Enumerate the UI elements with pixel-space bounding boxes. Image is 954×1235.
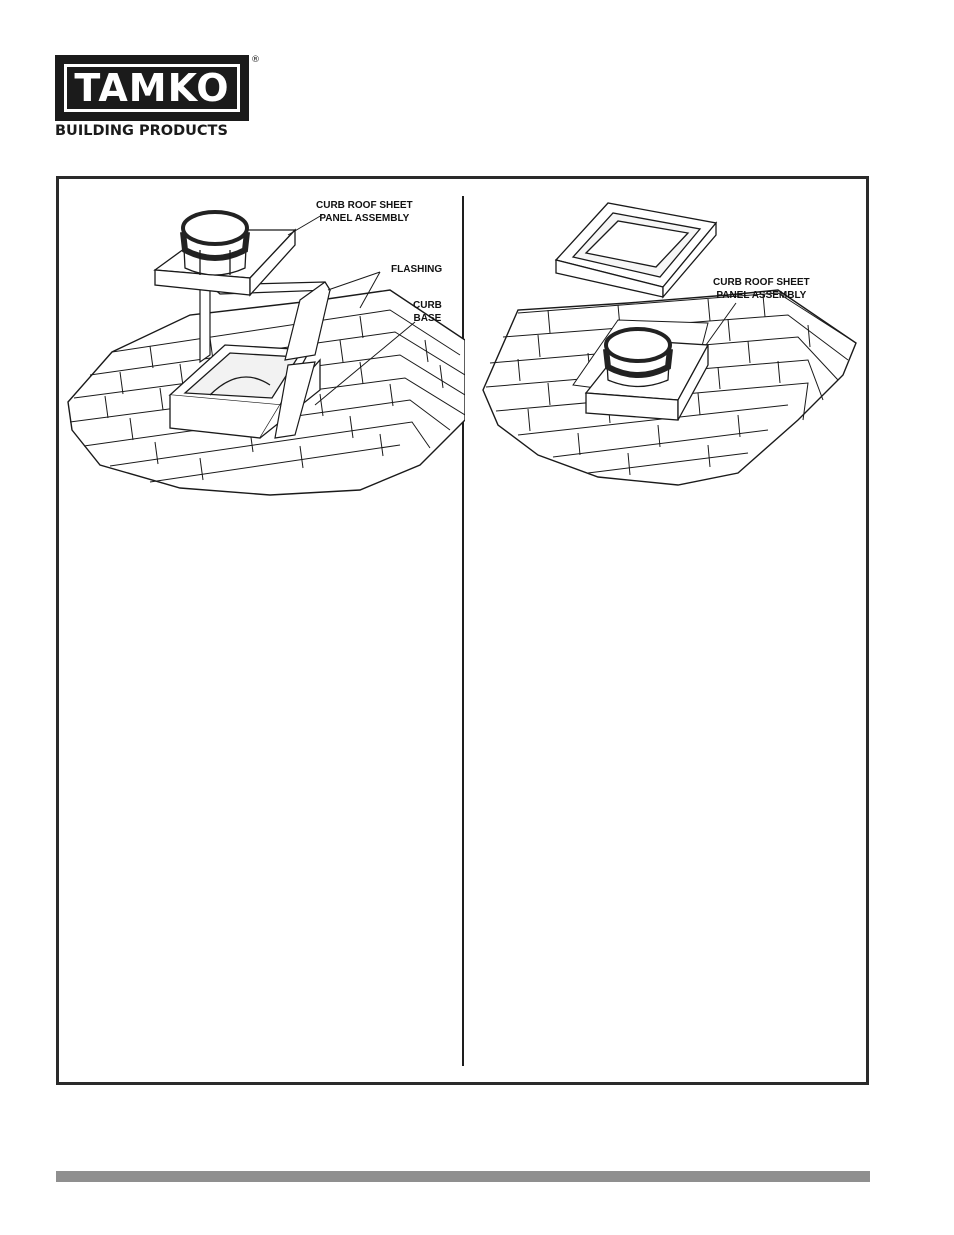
- tamko-logo: [55, 55, 260, 145]
- callout-line: CURB: [413, 300, 442, 311]
- right-callout-curb-roof-sheet: [713, 276, 810, 302]
- assembled-curb-drawing: [478, 195, 863, 495]
- left-callout-curb-base: [413, 299, 442, 325]
- callout-line: PANEL ASSEMBLY: [319, 213, 410, 224]
- logo-inner-border: [64, 64, 240, 112]
- callout-line: CURB ROOF SHEET: [316, 200, 413, 211]
- brand-tagline: BUILDING PRODUCTS: [55, 123, 228, 139]
- exploded-curb-drawing: [60, 190, 465, 500]
- registered-mark: ®: [251, 55, 260, 65]
- footer-bar: [56, 1171, 870, 1182]
- right-illustration: [478, 195, 863, 495]
- left-illustration: [60, 190, 465, 500]
- callout-line: PANEL ASSEMBLY: [716, 290, 807, 301]
- brand-name: TAMKO: [74, 66, 230, 110]
- callout-line: BASE: [413, 313, 442, 324]
- callout-line: FLASHING: [391, 264, 443, 275]
- logo-box: [55, 55, 249, 121]
- left-callout-curb-roof-sheet: [316, 199, 413, 225]
- callout-line: CURB ROOF SHEET: [713, 277, 810, 288]
- left-callout-flashing: [391, 263, 442, 276]
